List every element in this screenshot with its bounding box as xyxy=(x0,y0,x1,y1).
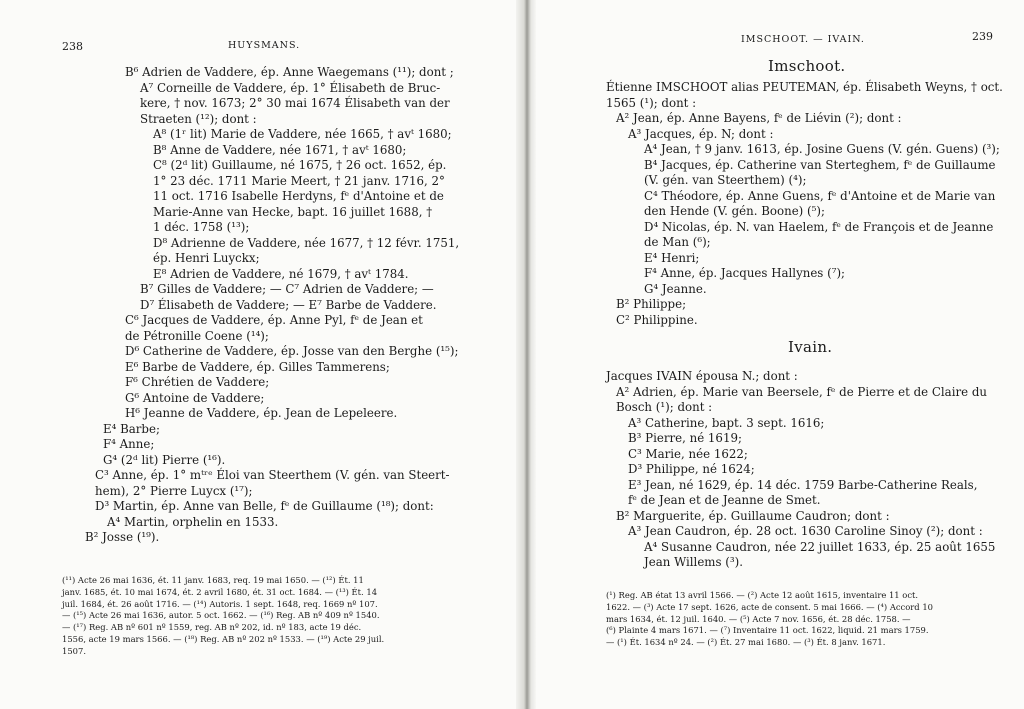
footnote-line: — (¹⁷) Reg. AB nº 601 nº 1559, reg. AB nº 202, id. nº 183, acte 19 déc. xyxy=(62,622,362,633)
footnote-line: (⁶) Plainte 4 mars 1671. — (⁷) Inventaire 11 oct. 1622, liquid. 21 mars 1759. xyxy=(606,625,929,636)
text-line: A⁴ Martin, orphelin en 1533. xyxy=(107,514,279,529)
book-gutter xyxy=(516,0,536,709)
text-line: 1 déc. 1758 (¹³); xyxy=(153,220,250,234)
text-line: Marie-Anne van Hecke, bapt. 16 juillet 1688, † xyxy=(153,204,433,219)
text-line: den Hende (V. gén. Boone) (⁵); xyxy=(644,204,825,218)
ivain-text xyxy=(606,369,996,571)
text-line: C⁸ (2ᵈ lit) Guillaume, né 1675, † 26 oct. 1652, ép. xyxy=(153,158,447,172)
text-line: B⁸ Anne de Vaddere, née 1671, † avᵗ 1680; xyxy=(153,142,407,157)
text-line: G⁴ Jeanne. xyxy=(644,281,707,296)
text-line: A³ Jacques, ép. N; dont : xyxy=(628,126,774,141)
text-line: Jacques IVAIN épousa N.; dont : xyxy=(606,369,798,383)
text-line: D³ Philippe, né 1624; xyxy=(628,462,755,476)
footnote-line: — (¹) Ét. 1634 nº 24. — (²) Ét. 27 mai 1680. — (³) Ét. 8 janv. 1671. xyxy=(606,637,886,648)
text-line: C⁴ Théodore, ép. Anne Guens, fᵉ d'Antoine et de Marie van xyxy=(644,188,996,203)
text-line: B² Philippe; xyxy=(616,297,687,311)
footnote-line: mars 1634, ét. 12 juil. 1640. — (⁵) Acte 7 nov. 1656, ét. 28 déc. 1758. — xyxy=(606,613,911,624)
text-line: B⁷ Gilles de Vaddere; — C⁷ Adrien de Vaddere; — xyxy=(140,282,434,296)
imschoot-text xyxy=(606,80,1003,328)
text-line: ép. Henri Luyckx; xyxy=(153,251,260,265)
text-line: de Man (⁶); xyxy=(644,235,711,249)
text-line: E³ Jean, né 1629, ép. 14 déc. 1759 Barbe-Catherine Reals, xyxy=(628,477,978,492)
text-line: A² Jean, ép. Anne Bayens, fᵉ de Liévin (²); dont : xyxy=(616,111,902,125)
text-line: D⁸ Adrienne de Vaddere, née 1677, † 12 févr. 1751, xyxy=(153,235,460,250)
text-line: E⁸ Adrien de Vaddere, né 1679, † avᵗ 1784. xyxy=(153,266,409,281)
text-line: C⁶ Jacques de Vaddere, ép. Anne Pyl, fᵉ de Jean et xyxy=(125,313,423,327)
text-line: fᵉ de Jean et de Jeanne de Smet. xyxy=(628,493,821,507)
text-line: A² Adrien, ép. Marie van Beersele, fᵉ de Pierre et de Claire du xyxy=(616,384,988,399)
text-line: kere, † nov. 1673; 2° 30 mai 1674 Élisabeth van der xyxy=(140,96,450,110)
text-line: A⁴ Jean, † 9 janv. 1613, ép. Josine Guens (V. gén. Guens) (³); xyxy=(644,142,1000,156)
text-line: B⁴ Jacques, ép. Catherine van Sterteghem, fᵉ de Guillaume xyxy=(644,157,996,172)
left-footnotes xyxy=(62,575,457,658)
text-line: B² Marguerite, ép. Guillaume Caudron; dont : xyxy=(616,508,890,523)
text-line: de Pétronille Coene (¹⁴); xyxy=(125,328,269,343)
footnote-line: 1507. xyxy=(62,645,86,656)
right-footnotes xyxy=(606,590,946,649)
text-line: A⁷ Corneille de Vaddere, ép. 1° Élisabeth de Bruc- xyxy=(140,80,441,95)
text-line: F⁴ Anne; xyxy=(103,437,155,451)
footnote-line: juil. 1684, ét. 26 août 1716. — (¹⁴) Autoris. 1 sept. 1648, req. 1669 nº 107. xyxy=(62,598,378,609)
text-line: (V. gén. van Steerthem) (⁴); xyxy=(644,173,807,187)
page-number: 238 xyxy=(62,40,83,53)
text-line: A³ Catherine, bapt. 3 sept. 1616; xyxy=(628,415,825,430)
footnote-line: janv. 1685, ét. 10 mai 1674, ét. 2 avril 1680, ét. 31 oct. 1684. — (¹³) Ét. 14 xyxy=(62,586,378,597)
text-line: 1° 23 déc. 1711 Marie Meert, † 21 janv. 1716, 2° xyxy=(153,173,445,188)
section-title-ivain: Ivain. xyxy=(788,338,833,356)
text-line: F⁴ Anne, ép. Jacques Hallynes (⁷); xyxy=(644,266,846,280)
text-line: Étienne IMSCHOOT alias PEUTEMAN, ép. Élisabeth Weyns, † oct. xyxy=(606,80,1003,94)
text-line: D⁶ Catherine de Vaddere, ép. Josse van den Berghe (¹⁵); xyxy=(125,344,459,358)
section-title-imschoot: Imschoot. xyxy=(768,57,846,75)
text-line: 1565 (¹); dont : xyxy=(606,95,697,110)
text-line: Bosch (¹); dont : xyxy=(616,400,713,414)
text-line: E⁶ Barbe de Vaddere, ép. Gilles Tammerens; xyxy=(125,359,390,374)
text-line: D⁴ Nicolas, ép. N. van Haelem, fᵉ de François et de Jeanne xyxy=(644,219,994,234)
text-line: H⁶ Jeanne de Vaddere, ép. Jean de Lepeleere. xyxy=(125,406,398,420)
text-line: B³ Pierre, né 1619; xyxy=(628,431,742,445)
text-line: D³ Martin, ép. Anne van Belle, fᵉ de Guillaume (¹⁸); dont: xyxy=(95,499,434,513)
footnote-line: 1622. — (³) Acte 17 sept. 1626, acte de consent. 5 mai 1666. — (⁴) Accord 10 xyxy=(606,601,933,612)
text-line: C³ Anne, ép. 1° mᵗʳᵉ Éloi van Steerthem (V. gén. van Steert- xyxy=(95,468,450,482)
text-line: D⁷ Élisabeth de Vaddere; — E⁷ Barbe de Vaddere. xyxy=(140,297,437,312)
text-line: C³ Marie, née 1622; xyxy=(628,446,748,461)
text-line: B⁶ Adrien de Vaddere, ép. Anne Waegemans (¹¹); dont ; xyxy=(125,65,454,79)
text-line: Jean Willems (³). xyxy=(644,555,743,569)
text-line: Straeten (¹²); dont : xyxy=(140,111,257,126)
text-line: G⁴ (2ᵈ lit) Pierre (¹⁶). xyxy=(103,452,226,467)
text-line: B² Josse (¹⁹). xyxy=(85,530,160,544)
right-page xyxy=(536,0,1024,709)
page-number: 239 xyxy=(972,30,993,43)
footnote-line: (¹) Reg. AB état 13 avril 1566. — (²) Acte 12 août 1615, inventaire 11 oct. xyxy=(606,590,919,600)
text-line: G⁶ Antoine de Vaddere; xyxy=(125,390,265,405)
text-line: E⁴ Barbe; xyxy=(103,421,160,436)
footnote-line: 1556, acte 19 mars 1566. — (¹⁸) Reg. AB nº 202 nº 1533. — (¹⁹) Acte 29 juil. xyxy=(62,633,385,644)
running-head: IMSCHOOT. — IVAIN. xyxy=(741,34,865,45)
text-line: A³ Jean Caudron, ép. 28 oct. 1630 Caroline Sinoy (²); dont : xyxy=(628,524,983,538)
running-head: HUYSMANS. xyxy=(228,40,301,51)
left-body-text xyxy=(85,65,460,546)
text-line: A⁴ Susanne Caudron, née 22 juillet 1633, ép. 25 août 1655 xyxy=(644,539,996,554)
text-line: 11 oct. 1716 Isabelle Herdyns, fᵉ d'Antoine et de xyxy=(153,189,444,203)
text-line: C² Philippine. xyxy=(616,312,698,327)
footnote-line: — (¹⁵) Acte 26 mai 1636, autor. 5 oct. 1662. — (¹⁶) Reg. AB nº 409 nº 1540. xyxy=(62,610,380,621)
text-line: A⁸ (1ʳ lit) Marie de Vaddere, née 1665, † avᵗ 1680; xyxy=(153,127,452,141)
text-line: hem), 2° Pierre Luycx (¹⁷); xyxy=(95,483,253,498)
footnote-line: (¹¹) Acte 26 mai 1636, ét. 11 janv. 1683, req. 19 mai 1650. — (¹²) Ét. 11 xyxy=(62,575,364,585)
text-line: E⁴ Henri; xyxy=(644,250,700,265)
text-line: F⁶ Chrétien de Vaddere; xyxy=(125,375,270,389)
